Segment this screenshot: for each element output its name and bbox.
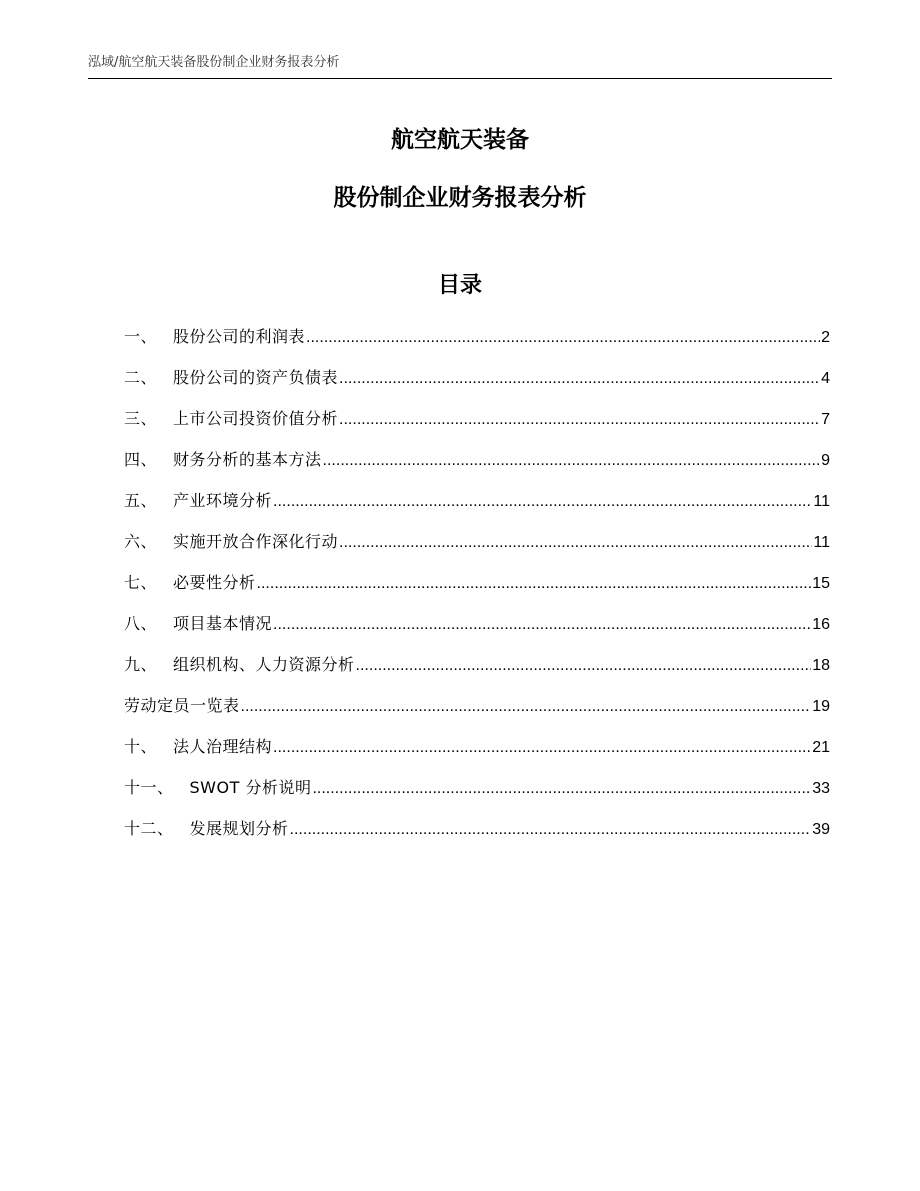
toc-entry-number: 十一、	[124, 778, 174, 797]
toc-entry-page: 9	[821, 452, 830, 469]
toc-entry-label: 法人治理结构	[173, 737, 273, 756]
toc-entry-page: 39	[812, 821, 830, 838]
toc-entry-page: 21	[812, 739, 830, 756]
toc-entry[interactable]	[124, 693, 830, 734]
document-title-line-1: 航空航天装备	[391, 127, 529, 153]
toc-leader-dots	[290, 817, 812, 843]
toc-entry[interactable]	[124, 365, 830, 406]
running-header: 泓域/航空航天装备股份制企业财务报表分析	[88, 55, 340, 70]
toc-leader-dots	[306, 325, 820, 351]
table-of-contents	[124, 324, 830, 857]
toc-entry[interactable]	[124, 488, 830, 529]
toc-entry-label: 产业环境分析	[173, 491, 273, 510]
toc-entry[interactable]	[124, 775, 830, 816]
toc-entry-page: 18	[812, 657, 830, 674]
toc-entry-number: 十二、	[124, 819, 174, 838]
toc-leader-dots	[273, 735, 811, 761]
toc-leader-dots	[323, 448, 821, 474]
toc-entry-page: 33	[812, 780, 830, 797]
toc-leader-dots	[273, 489, 812, 515]
document-title-line-2: 股份制企业财务报表分析	[333, 185, 587, 211]
toc-leader-dots	[241, 694, 812, 720]
toc-entry-number: 四、	[124, 450, 158, 469]
toc-entry-page: 11	[813, 493, 830, 510]
toc-leader-dots	[356, 653, 812, 679]
toc-leader-dots	[257, 571, 812, 597]
toc-entry[interactable]	[124, 570, 830, 611]
toc-entry-page: 16	[812, 616, 830, 633]
toc-entry[interactable]	[124, 406, 830, 447]
toc-leader-dots	[339, 530, 812, 556]
toc-entry-label: 股份公司的资产负债表	[173, 368, 339, 387]
toc-leader-dots	[339, 407, 820, 433]
toc-entry[interactable]	[124, 816, 830, 857]
toc-entry-label: 组织机构、人力资源分析	[173, 655, 355, 674]
toc-entry-page: 4	[821, 370, 830, 387]
toc-entry-label: 项目基本情况	[173, 614, 273, 633]
toc-entry-page: 11	[813, 534, 830, 551]
toc-leader-dots	[312, 776, 811, 802]
toc-entry-label: 上市公司投资价值分析	[173, 409, 339, 428]
toc-entry-page: 2	[821, 329, 830, 346]
toc-entry-number: 七、	[124, 573, 158, 592]
toc-heading: 目录	[437, 273, 482, 298]
toc-entry[interactable]	[124, 324, 830, 365]
toc-entry-number: 三、	[124, 409, 158, 428]
toc-entry-label: 劳动定员一览表	[124, 696, 240, 715]
toc-entry-number: 十、	[124, 737, 158, 756]
toc-entry-number: 五、	[124, 491, 158, 510]
toc-entry[interactable]	[124, 611, 830, 652]
toc-entry-label: 发展规划分析	[189, 819, 289, 838]
toc-entry-label: 必要性分析	[173, 573, 256, 592]
toc-entry-label: 财务分析的基本方法	[173, 450, 322, 469]
toc-entry-page: 15	[812, 575, 830, 592]
toc-entry-page: 7	[821, 411, 830, 428]
toc-entry-page: 19	[812, 698, 830, 715]
toc-leader-dots	[273, 612, 811, 638]
toc-entry[interactable]	[124, 447, 830, 488]
toc-entry-number: 二、	[124, 368, 158, 387]
toc-entry-label: 股份公司的利润表	[173, 327, 306, 346]
header-divider	[88, 78, 832, 79]
toc-entry-number: 六、	[124, 532, 158, 551]
toc-entry[interactable]	[124, 529, 830, 570]
toc-entry-number: 九、	[124, 655, 158, 674]
toc-leader-dots	[339, 366, 820, 392]
toc-entry-label: SWOT 分析说明	[189, 778, 312, 797]
toc-entry[interactable]	[124, 734, 830, 775]
toc-entry[interactable]	[124, 652, 830, 693]
toc-entry-number: 一、	[124, 327, 158, 346]
toc-entry-label: 实施开放合作深化行动	[173, 532, 339, 551]
toc-entry-number: 八、	[124, 614, 158, 633]
